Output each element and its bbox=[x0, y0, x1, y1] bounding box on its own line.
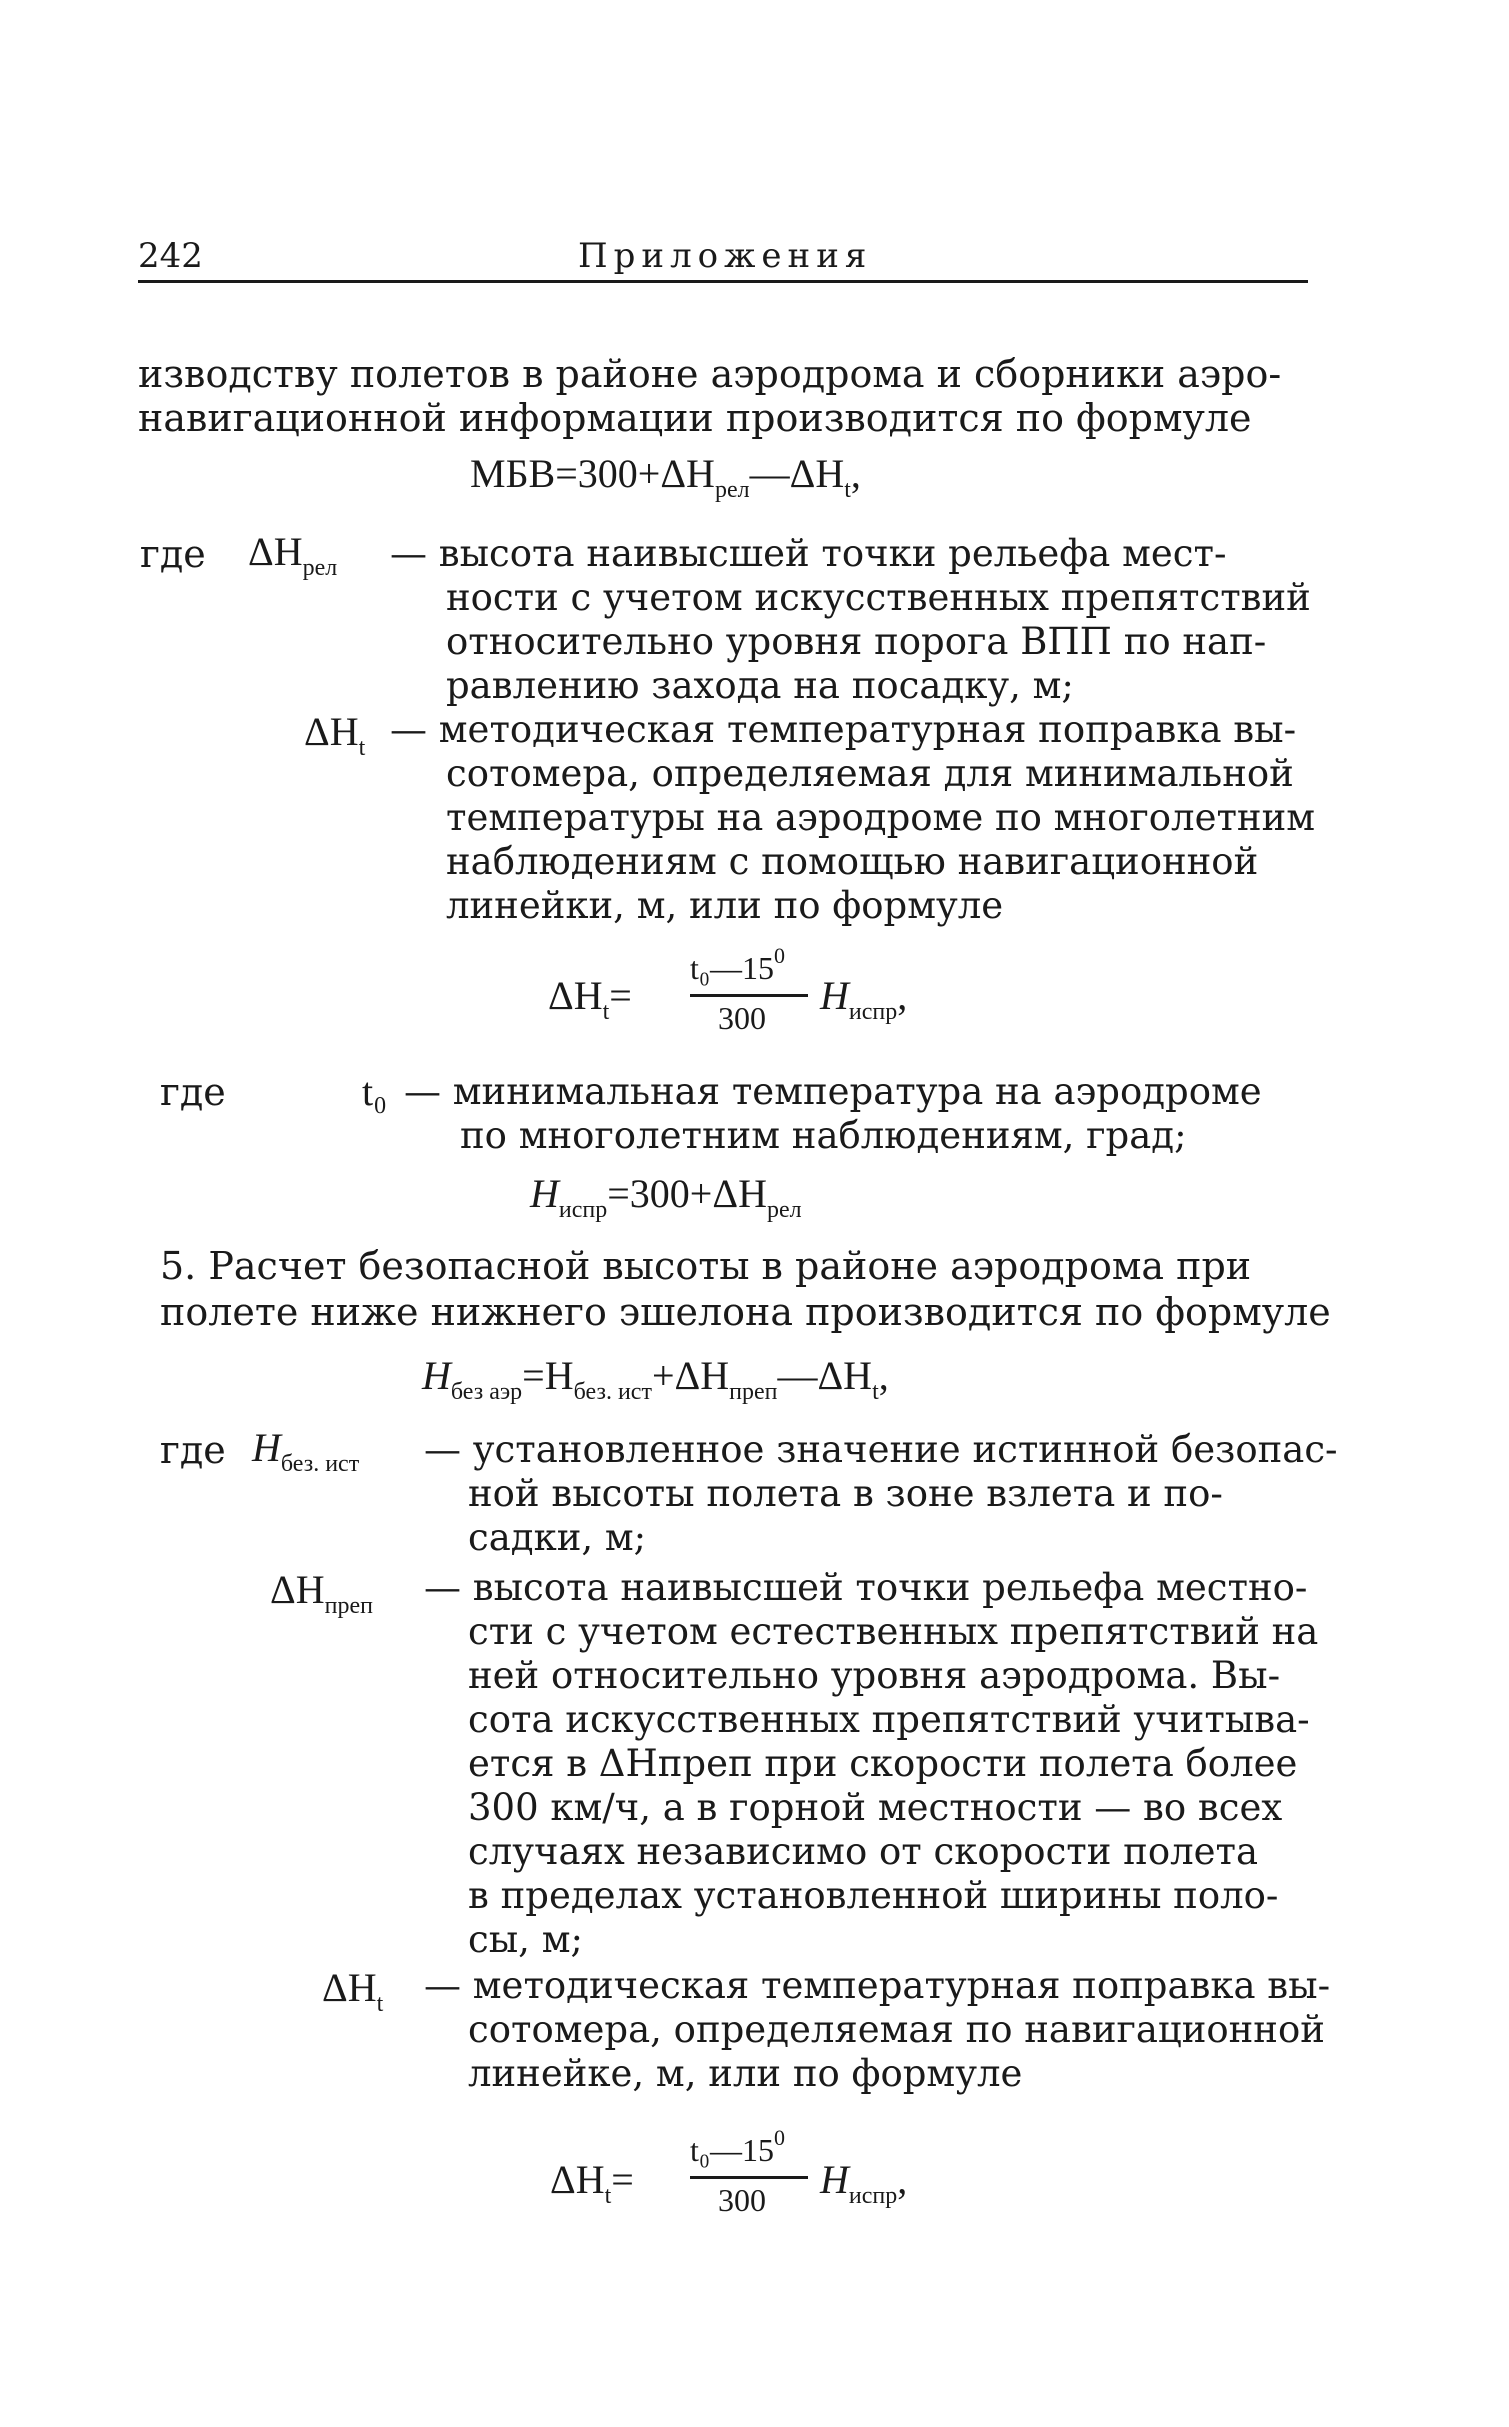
page-header bbox=[138, 236, 1308, 283]
paragraph-line: изводству полетов в районе аэродрома и сборники аэро- bbox=[138, 352, 1282, 396]
formula-mbv: $МБВ=300+\Delta H_{рел}—\Delta H_t$, bbox=[470, 451, 861, 503]
term-dh-t: $\Delta H_t$ bbox=[322, 1965, 384, 2017]
fraction bbox=[690, 2125, 820, 2222]
paragraph-line: 5. Расчет безопасной высоты в районе аэродрома при bbox=[160, 1244, 1252, 1288]
term-description: — минимальная температура на аэродроме по многолетним наблюдениям, град; bbox=[404, 1070, 1262, 1157]
paragraph-line: навигационной информации производится по формуле bbox=[138, 396, 1252, 440]
fraction-bar bbox=[690, 2176, 808, 2179]
formula-rhs: $H_{испр}$, bbox=[820, 2157, 908, 2209]
fraction-numerator: $t_0—15^0$ bbox=[690, 2125, 786, 2168]
term-description: — высота наивысшей точки рельефа мест- ности с учетом искусственных препятствий относительно уровня порога ВПП по нап- равлению захода на посадку, м; bbox=[390, 532, 1311, 707]
running-title: Приложения bbox=[578, 236, 873, 276]
where-label: где bbox=[160, 1428, 226, 1472]
term-h-bez-ist: $H_{без. ист}$ bbox=[252, 1425, 360, 1477]
fraction-denominator: 300 bbox=[718, 2182, 766, 2218]
term-dh-t: $\Delta H_t$ bbox=[304, 709, 366, 761]
fraction-numerator: $t_0—15^0$ bbox=[690, 943, 786, 986]
formula-h-bez: $H_{без аэр}=H_{без. ист}+\Delta H_{преп}—\Delta H_t$, bbox=[422, 1353, 889, 1405]
term-dh-prep: $\Delta H_{преп}$ bbox=[270, 1567, 373, 1619]
formula-rhs: $H_{испр}$, bbox=[820, 973, 908, 1025]
fraction-denominator: 300 bbox=[718, 1000, 766, 1036]
fraction-bar bbox=[690, 994, 808, 997]
term-description: — методическая температурная поправка вы- сотомера, определяемая для минимальной температуры на аэродроме по многолетним наблюдениям с помощью навигационной линейки, м, или по формуле bbox=[390, 708, 1316, 927]
term-t0: t₀ bbox=[362, 1069, 388, 1114]
where-label: где bbox=[160, 1070, 226, 1114]
formula-h-ispr: $H_{испр}=300+\Delta H_{рел}$ bbox=[530, 1171, 802, 1223]
term-description: — методическая температурная поправка вы- сотомера, определяемая по навигационной линейке, м, или по формуле bbox=[424, 1964, 1331, 2095]
fraction bbox=[690, 943, 820, 1040]
paragraph-line: полете ниже нижнего эшелона производится по формуле bbox=[160, 1290, 1331, 1334]
term-description: — высота наивысшей точки рельефа местно- сти с учетом естественных препятствий на ней относительно уровня аэродрома. Вы- сота искусственных препятствий учитыва- ется в ΔHпреп при скорости полета более 300 км/ч, а в горной местности — во всех случаях независимо от скорости полета в пределах установленной ширины поло- сы, м; bbox=[424, 1566, 1319, 1961]
page-number: 242 bbox=[138, 236, 203, 276]
formula-dh-t: $\Delta H_t=$ bbox=[548, 973, 632, 1025]
formula-dh-t: $\Delta H_t=$ bbox=[550, 2157, 634, 2209]
where-label: где bbox=[140, 532, 206, 576]
term-description: — установленное значение истинной безопас- ной высоты полета в зоне взлета и по- садки, м; bbox=[424, 1428, 1338, 1559]
term-dh-rel: $\Delta H_{рел}$ bbox=[248, 529, 338, 581]
